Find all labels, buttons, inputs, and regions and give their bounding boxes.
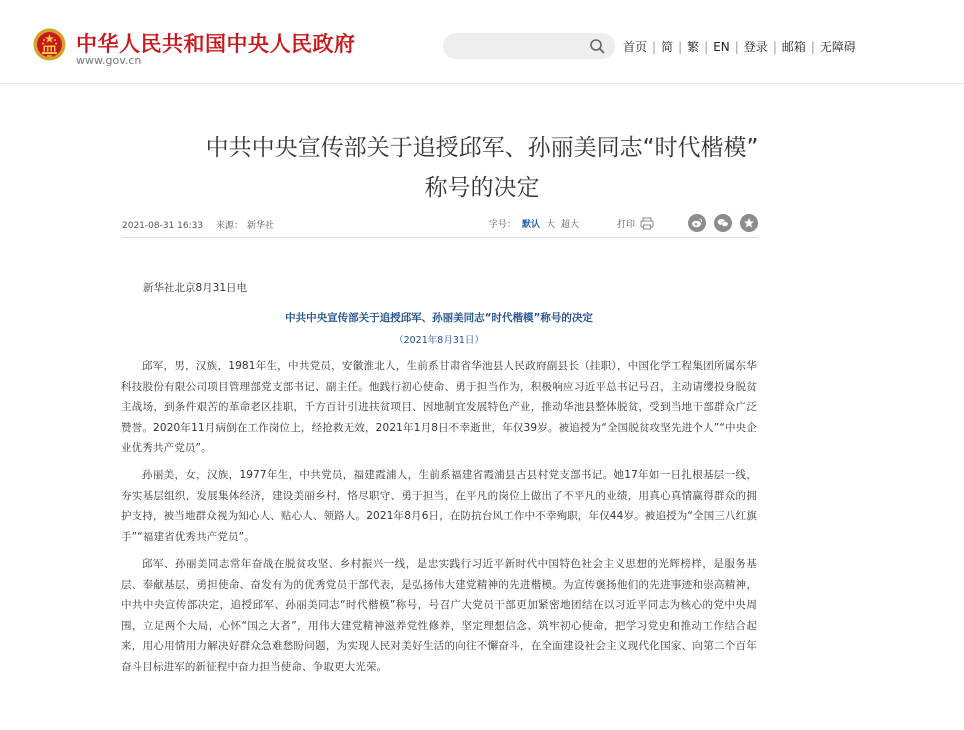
favorite-star-icon[interactable] <box>740 214 758 232</box>
document-title: 中共中央宣传部关于追授邱军、孙丽美同志“时代楷模”称号的决定 <box>285 312 593 324</box>
article-tools <box>489 212 758 234</box>
article-meta-bar <box>122 210 758 238</box>
print-icon <box>640 217 654 230</box>
print-button[interactable] <box>617 217 654 230</box>
site-name[interactable]: 中华人民共和国中央人民政府 <box>76 32 356 56</box>
article-meta <box>122 218 284 231</box>
nav-traditional[interactable]: 繁 <box>687 40 700 54</box>
nav-mail[interactable]: 邮箱 <box>781 40 806 54</box>
search-box[interactable] <box>443 33 615 59</box>
nav-separator: | <box>734 40 739 54</box>
nav-accessibility[interactable]: 无障碍 <box>819 40 856 54</box>
national-emblem-icon[interactable] <box>33 28 66 61</box>
weibo-share-icon[interactable] <box>688 214 706 232</box>
nav-separator: | <box>652 40 657 54</box>
source-name: 新华社 <box>247 221 275 231</box>
nav-separator: | <box>678 40 683 54</box>
document-date: （2021年8月31日） <box>394 335 484 346</box>
top-nav <box>623 38 856 55</box>
font-size-label: 字号： <box>488 219 516 230</box>
nav-separator: | <box>772 40 777 54</box>
article-title-line-1: 中共中央宣传部关于追授邱军、孙丽美同志“时代楷模” <box>205 135 759 161</box>
article-title <box>110 128 854 208</box>
print-label: 打印 <box>616 219 635 230</box>
paragraph-2: 孙丽美，女，汉族，1977年生，中共党员，福建霞浦人，生前系福建省霞浦县古县村党支部书记。她17年如一日扎根基层一线，夯实基层组织，发展集体经济，建设美丽乡村，恪尽职守、勇于担当，在平凡的岗位上做出了不平凡的业绩，用真心真情赢得群众的拥护支持，被当地群众视为知心人、贴心人、领路人。2021年8月6日，在防抗台风工作中不幸殉职，年仅44岁。被追授为“全国三八红旗手”“福建省优秀共产党员”。 <box>121 469 757 543</box>
nav-login[interactable]: 登录 <box>743 40 768 54</box>
paragraph-1: 邱军，男，汉族，1981年生，中共党员，安徽淮北人，生前系甘肃省华池县人民政府副县长（挂职），中国化学工程集团所属东华科技股份有限公司项目管理部党支部书记、副主任。他践行初心使命、勇于担当作为，积极响应习近平总书记号召，主动请缨投身脱贫主战场，到条件艰苦的革命老区挂职，千方百计引进扶贫项目、因地制宜发展特色产业，推动华池县整体脱贫，受到当地干部群众广泛赞誉。2020年11月病倒在工作岗位上，经抢救无效，2021年1月8日不幸逝世，年仅39岁。被追授为“全国脱贫攻坚先进个人”“中央企业优秀共产党员”。 <box>121 360 757 454</box>
font-size-large[interactable]: 大 <box>545 219 555 230</box>
nav-english[interactable]: EN <box>713 40 730 54</box>
search-icon[interactable] <box>589 38 605 54</box>
publish-date: 2021-08-31 16:33 <box>122 221 204 231</box>
nav-separator: | <box>704 40 709 54</box>
dateline: 新华社北京8月31日电 <box>143 282 248 294</box>
site-header <box>0 0 964 84</box>
paragraph-3: 邱军、孙丽美同志常年奋战在脱贫攻坚、乡村振兴一线，是忠实践行习近平新时代中国特色社会主义思想的光辉榜样，是服务基层、奉献基层，勇担使命、奋发有为的优秀党员干部代表，是弘扬伟大建党精神的先进楷模。为宣传褒扬他们的先进事迹和崇高精神，中共中央宣传部决定，追授邱军、孙丽美同志“时代楷模”称号，号召广大党员干部更加紧密地团结在以习近平同志为核心的党中央周围，立足两个大局，心怀“国之大者”，用伟大建党精神滋养党性修养，坚定理想信念、筑牢初心使命，把学习党史和推动工作结合起来，用心用情用力解决好群众急难愁盼问题，为实现人民对美好生活的向往不懈奋斗，在全面建设社会主义现代化国家、向第二个百年奋斗目标进军的新征程中奋力担当使命、争取更大光荣。 <box>121 558 757 673</box>
nav-simplified[interactable]: 简 <box>661 40 674 54</box>
nav-separator: | <box>810 40 815 54</box>
font-size-xlarge[interactable]: 超大 <box>560 219 579 230</box>
search-input[interactable] <box>455 36 585 56</box>
source-label: 来源： <box>215 221 243 231</box>
article-title-line-2: 称号的决定 <box>424 175 540 201</box>
wechat-share-icon[interactable] <box>714 214 732 232</box>
font-size-default[interactable]: 默认 <box>521 219 540 230</box>
nav-home[interactable]: 首页 <box>623 40 648 54</box>
site-url: www.gov.cn <box>76 54 142 67</box>
